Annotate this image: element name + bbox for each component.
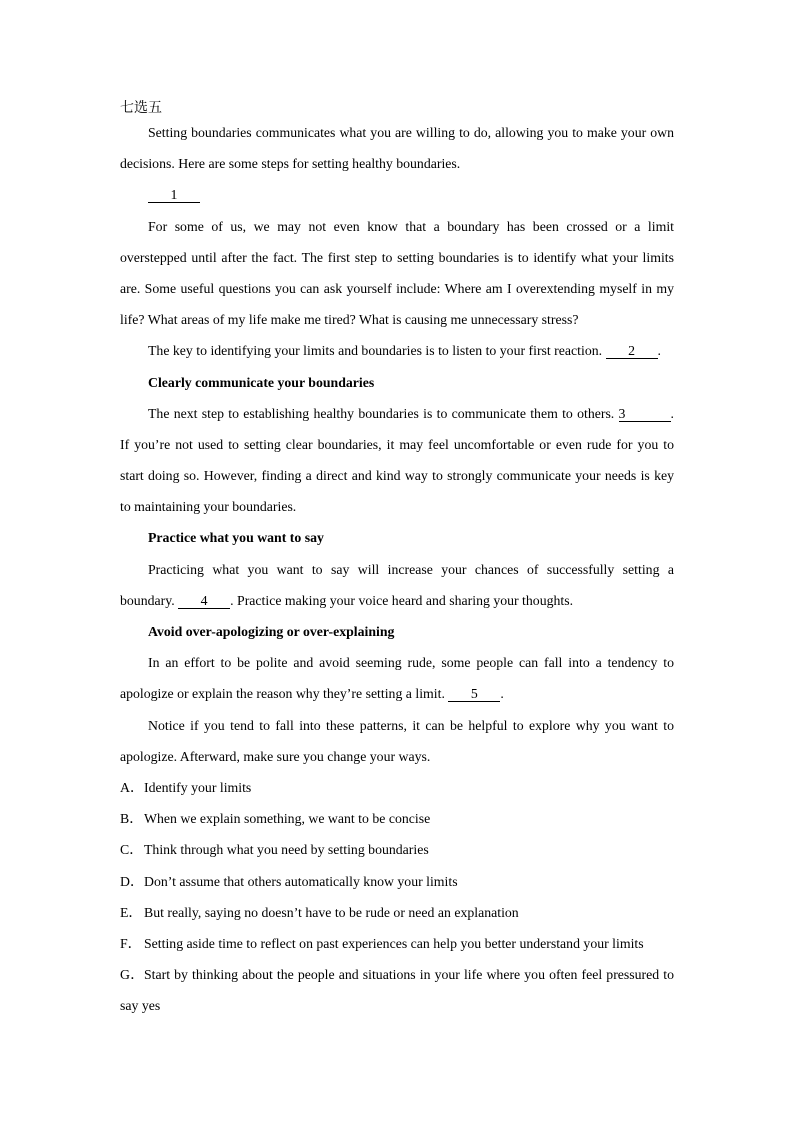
text-segment: The key to identifying your limits and boundaries is to listen to your first reaction. [148,343,603,359]
option-text: say yes [120,998,161,1014]
text-segment: . [657,343,661,359]
intro-line: decisions. Here are some steps for setting healthy boundaries. [120,156,461,172]
option-b [120,803,674,834]
option-label: F． [120,935,142,951]
option-text: But really, saying no doesn’t have to be rude or need an explanation [144,904,519,920]
option-label: G． [120,967,144,983]
text-segment: . [670,405,674,421]
option-label: C． [120,842,143,858]
over-apologizing-line [120,678,674,709]
first-reaction-line [120,335,674,366]
text-segment: apologize or explain the reason why they’re setting a limit. [120,686,445,702]
paragraph-line: life? What areas of my life make me tired? What is causing me unnecessary stress? [120,312,579,328]
option-label: D． [120,873,144,889]
option-e [120,897,674,928]
option-a [120,772,674,803]
practice-line [120,585,674,616]
text-segment: The next step to establishing healthy boundaries is to communicate them to others. [148,405,615,421]
paragraph-line: start doing so. However, finding a direct and kind way to strongly communicate your needs is key [120,468,674,484]
option-label: B． [120,811,143,827]
option-label: E． [120,904,143,920]
blank-1: 1 [148,188,200,203]
option-c [120,834,674,865]
option-label: A． [120,779,144,795]
blank-1-line [120,179,674,210]
section-title: 七选五 [120,100,162,116]
option-d [120,866,674,897]
blank-5: 5 [448,687,500,702]
text-segment: . [500,686,504,702]
heading-communicate: Clearly communicate your boundaries [148,374,375,390]
option-g [120,959,674,990]
communicate-line [120,398,674,429]
paragraph-line: For some of us, we may not even know that a boundary has been crossed or a limit [148,218,674,234]
blank-3: 3 [619,407,671,422]
intro-line: Setting boundaries communicates what you are willing to do, allowing you to make your own [148,125,674,140]
paragraph-line: to maintaining your boundaries. [120,499,297,515]
option-text: Start by thinking about the people and situations in your life where you often feel pressured to [144,967,674,983]
blank-2: 2 [606,344,658,359]
text-segment: boundary. [120,592,175,608]
paragraph-line: Notice if you tend to fall into these patterns, it can be helpful to explore why you want to [148,717,674,733]
paragraph-line: overstepped until after the fact. The first step to setting boundaries is to identify what your limits [120,249,674,265]
paragraph-line: In an effort to be polite and avoid seeming rude, some people can fall into a tendency to [148,655,674,671]
heading-over-apologizing: Avoid over-apologizing or over-explaining [148,624,395,639]
paragraph-line: are. Some useful questions you can ask yourself include: Where am I overextending myself in my [120,280,674,296]
option-text: Identify your limits [144,779,252,795]
heading-practice: Practice what you want to say [148,530,324,546]
text-segment: . Practice making your voice heard and sharing your thoughts. [230,592,574,608]
paragraph-line: If you’re not used to setting clear boundaries, it may feel uncomfortable or even rude for you to [120,436,674,452]
passage [120,117,674,1021]
option-f [120,928,674,959]
option-text: Setting aside time to reflect on past experiences can help you better understand your limits [144,935,644,951]
option-g-continued [120,990,674,1021]
option-text: Think through what you need by setting boundaries [144,842,429,858]
option-text: When we explain something, we want to be concise [144,811,431,827]
blank-4: 4 [178,594,230,609]
paragraph-line: apologize. Afterward, make sure you change your ways. [120,748,431,764]
paragraph-line: Practicing what you want to say will increase your chances of successfully setting a [148,561,674,577]
option-text: Don’t assume that others automatically know your limits [144,873,458,889]
